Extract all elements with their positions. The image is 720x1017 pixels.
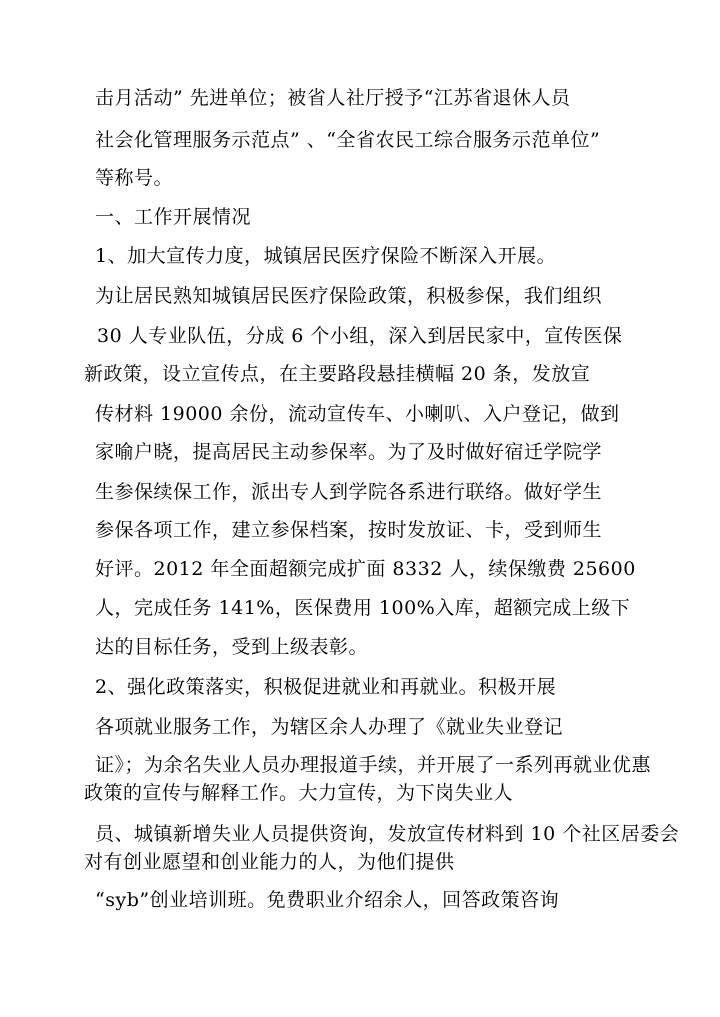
text-line: 生参保续保工作，派出专人到学院各系进行联络。做好学生 xyxy=(95,481,603,503)
section-heading: 一、工作开展情况 xyxy=(95,206,252,228)
text-line: 参保各项工作，建立参保档案，按时发放证、卡，受到师生 xyxy=(95,519,603,541)
text-line: 人，完成任务 141%，医保费用 100%入库，超额完成上级下 xyxy=(95,597,631,619)
text-line: 对有创业愿望和创业能力的人，为他们提供 xyxy=(84,851,455,873)
text-line: 为让居民熟知城镇居民医疗保险政策，积极参保，我们组织 xyxy=(95,285,603,307)
subsection-heading: 1、加大宣传力度，城镇居民医疗保险不断深入开展。 xyxy=(95,245,557,267)
text-line: 好评。2012 年全面超额完成扩面 8332 人，续保缴费 25600 xyxy=(95,558,636,580)
text-line: 员、城镇新增失业人员提供资询，发放宣传材料到 10 个社区居委会 xyxy=(95,823,680,845)
text-line: 传材料 19000 余份，流动宣传车、小喇叭、入户登记，做到 xyxy=(95,403,620,425)
text-line: 家喻户晓，提高居民主动参保率。为了及时做好宿迁学院学 xyxy=(95,441,603,463)
text-line: “syb”创业培训班。免费职业介绍余人，回答政策咨询 xyxy=(95,889,560,911)
text-line: 达的目标任务，受到上级表彰。 xyxy=(95,636,369,658)
text-line: 新政策，设立宣传点，在主要路段悬挂横幅 20 条，发放宣 xyxy=(84,363,591,385)
text-line: 证》；为余名失业人员办理报道手续，并开展了一系列再就业优惠 xyxy=(95,754,652,776)
text-line: 等称号。 xyxy=(95,167,174,189)
subsection-heading: 2、强化政策落实，积极促进就业和再就业。积极开展 xyxy=(95,676,557,698)
text-line: 社会化管理服务示范点” 、“全省农民工综合服务示范单位” xyxy=(95,129,601,151)
text-line: 政策的宣传与解释工作。大力宣传，为下岗失业人 xyxy=(84,782,514,804)
text-line: 各项就业服务工作，为辖区余人办理了《就业失业登记 xyxy=(95,716,564,738)
text-line: 30 人专业队伍，分成 6 个小组，深入到居民家中，宣传医保 xyxy=(97,325,623,347)
text-line: 击月活动” 先进单位；被省人社厅授予“江苏省退休人员 xyxy=(95,87,571,109)
